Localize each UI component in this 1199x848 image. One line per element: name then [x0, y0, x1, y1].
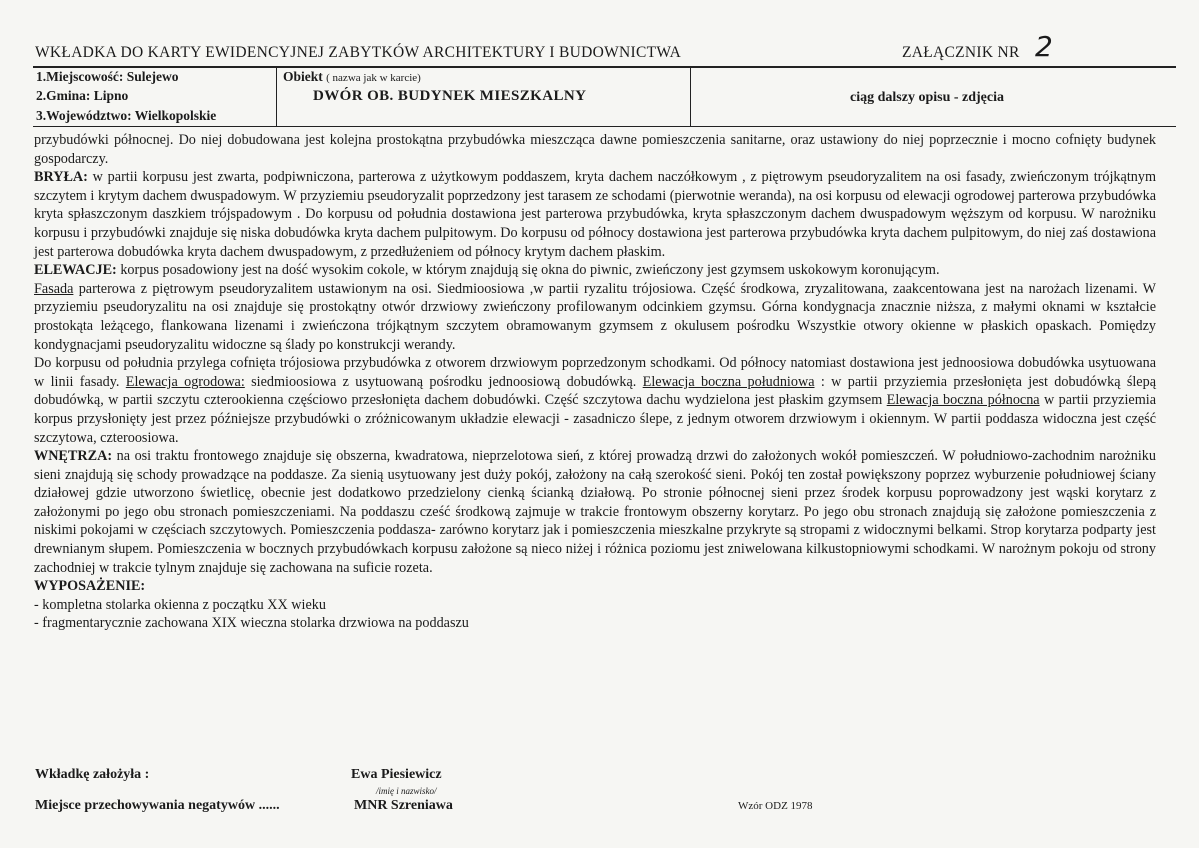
negatives-location-value: MNR Szreniawa	[354, 798, 453, 813]
wnetrza-heading: WNĘTRZA:	[34, 448, 113, 465]
object-name: DWÓR OB. BUDYNEK MIESZKALNY	[313, 88, 587, 104]
bryla-heading: BRYŁA:	[34, 169, 88, 186]
bryla-paragraph	[34, 168, 1156, 261]
document-header	[35, 30, 1175, 63]
fasada-text: parterowa z piętrowym pseudoryzalitem ustawionym na osi. Siedmioosiowa ,w partii ryzalitu trójosiowa. Część środkowa, zryzalitowana, zaakcentowana jest na narożach lizenami. W przyziemiu pseudoryzalitu na osi znajduje się prostokątny otwór drzwiowy zwieńczony profilowanym odcinkiem gzymsu. Górna kondygnacja znacznie niższa, z małymi oknami w kształcie prostokąta leżącego, flankowana lizenami i zwieńczona trójkątnym szczytem obramowanym gzymsem z okulusem pośrodku Wszystkie otwory okienne w płaskich opaskach. Pomiędzy kondygnacjami pseudoryzalitu widoczne są ślady po konstrukcji werandy.	[34, 280, 1156, 353]
equipment-item: - fragmentarycznie zachowana XIX wieczna stolarka drzwiowa na poddaszu	[34, 615, 469, 632]
document-title: WKŁADKA DO KARTY EWIDENCYJNEJ ZABYTKÓW ARCHITEKTURY I BUDOWNICTWA	[35, 44, 682, 61]
object-label: Obiekt	[283, 69, 323, 84]
elewacje-heading: ELEWACJE:	[34, 262, 117, 279]
garden-elevation-label: Elewacja ogrodowa:	[125, 373, 245, 390]
name-note: /imię i nazwisko/	[376, 786, 437, 796]
bryla-text: w partii korpusu jest zwarta, podpiwniczona, parterowa z użytkowym poddaszem, kryta dachem naczółkowym , z piętrowym pseudoryzalitem na osi fasady, zwieńczonym trójkątnym szczytem i krytym dachem dwuspadowym. W przyziemiu pseudoryzalit poprzedzony jest tarasem ze schodami (pierwotnie weranda), na osi korpusu od elewacji ogrodowej parterowa przybudówka kryta spłaszczonym daszkiem trójspadowym . Do korpusu od południa dostawiona jest parterowa przybudówka, kryta spłaszczonym dachem dwuspadowym węższym od korpusu. W narożniku korpusu i przybudówki znajduje się niska dobudówka kryta dachem pulpitowym. Do korpusu od północy dostawiona jest parterowa przybudówka kryta dachem pulpitowym, do niej zaś dostawiona jest parterowa dobudówka kryta dachem dwuspadowym, z przedłużeniem od północy krytym dachem płaskim.	[34, 169, 1156, 260]
elevations-paragraph	[34, 354, 1156, 447]
description-body	[34, 131, 1156, 633]
object-note: ( nazwa jak w karcie)	[326, 72, 421, 84]
object-cell	[277, 68, 691, 126]
fasada-label: Fasada	[34, 280, 74, 297]
north-side-elevation-label: Elewacja boczna północna	[886, 392, 1040, 409]
commune-field: 2.Gmina: Lipno	[36, 88, 129, 103]
form-pattern-note: Wzór ODZ 1978	[738, 800, 813, 812]
continuation-note: ciąg dalszy opisu - zdjęcia	[850, 90, 1004, 105]
intro-paragraph: przybudówki północnej. Do niej dobudowana jest kolejna prostokątna przybudówka mieszcząca dawne pomieszczenia sanitarne, oraz ustawiony do niej poprzecznie i mocno cofnięty budynek gospodarczy.	[34, 132, 1156, 167]
garden-elevation-text: siedmioosiowa z usytuowaną pośrodku jednoosiową dobudówką.	[244, 373, 643, 390]
fasada-paragraph	[34, 280, 1156, 354]
annex-number: 2	[1035, 30, 1054, 63]
location-cell	[33, 68, 277, 126]
south-annex-text: Do korpusu od południa przylega cofnięta trójosiowa przybudówka z otworem drzwiowym poprzedzonym schodkami. Od północy natomiast dostawiona jest jednoosiowa dobudówka usytuowana w linii fasady.	[34, 355, 1156, 390]
wnetrza-text: na osi traktu frontowego znajduje się obszerna, kwadratowa, nieprzelotowa sień, z której prowadzą drzwi do założonych wokół pomieszczeń. W południowo-zachodnim narożniku sieni znajdują się schody prowadzące na poddasze. Za sienią usytuowany jest duży pokój, założony na całą szerokość sieni. Pokój ten został powiększony poprzez wyburzenie południowej ściany działowej gdzie utworzono świetlicę, obecnie jest dodatkowo przedzielony cienką ścianką działową. Po stronie północnej sieni przez środek korpusu poprowadzony jest wąski korytarz z założonymi po jego obu stronach pomieszczeniami. Na poddaszu cześć środkową zajmuje w trakcie frontowym obszerny korytarz. Po jego obu stronach znajdują się założone pomieszczenia z niskimi pokojami w częściach szczytowych. Pomieszczenia poddasza- zarówno korytarz jak i pomieszczenia mieszkalne przykryte są stropami z widocznymi belkami. Strop korytarza podparty jest drewnianym słupem. Pomieszczenia w bocznych przybudówkach korpusu założone są nieco niżej i różnica poziomu jest zniwelowana kilkustopniowymi schodkami. W narożnym pokoju od strony zachodniej w trakcie tylnym znajduje się zachowana na suficie rozeta.	[34, 448, 1156, 576]
south-side-elevation-label: Elewacja boczna południowa	[642, 373, 815, 390]
equipment-item: - kompletna stolarka okienna z początku XX wieku	[34, 596, 326, 613]
elewacje-text: korpus posadowiony jest na dość wysokim cokole, w którym znajdują się okna do piwnic, zwieńczony jest gzymsem uskokowym koronującym.	[116, 262, 940, 279]
object-label-line	[283, 69, 421, 85]
annex-label: ZAŁĄCZNIK NR	[902, 44, 1020, 61]
voivodeship-field: 3.Województwo: Wielkopolskie	[36, 108, 217, 123]
wnetrza-paragraph	[34, 447, 1156, 577]
south-side-elevation-text: : w partii przyziemia przesłonięta jest dobudówką ślepą dobudówką, w partii szczytu czterookienna częściowo przesłonięta dachem dobudówki. Część szczytowa dachu wydzielona jest płaskim gzymsem	[34, 373, 1156, 409]
locality-field: 1.Miejscowość: Sulejewo	[36, 69, 179, 84]
info-box	[33, 68, 1176, 127]
prepared-by-value: Ewa Piesiewicz	[351, 767, 442, 782]
north-side-elevation-text: w partii przyziemia korpus przysłonięty jest przez późniejsze przybudówki o zróżnicowanym układzie elewacji - zasadniczo ślepe, z jednym otworem drzwiowym i okiennym. W partii poddasza widoczna jest część szczytowa, czteroosiowa.	[34, 392, 1156, 446]
prepared-by-label: Wkładkę założyła :	[35, 767, 150, 782]
elewacje-paragraph	[34, 261, 1156, 280]
wyposazenie-heading: WYPOSAŻENIE:	[34, 578, 146, 595]
negatives-location-label: Miejsce przechowywania negatywów ......	[35, 798, 280, 813]
